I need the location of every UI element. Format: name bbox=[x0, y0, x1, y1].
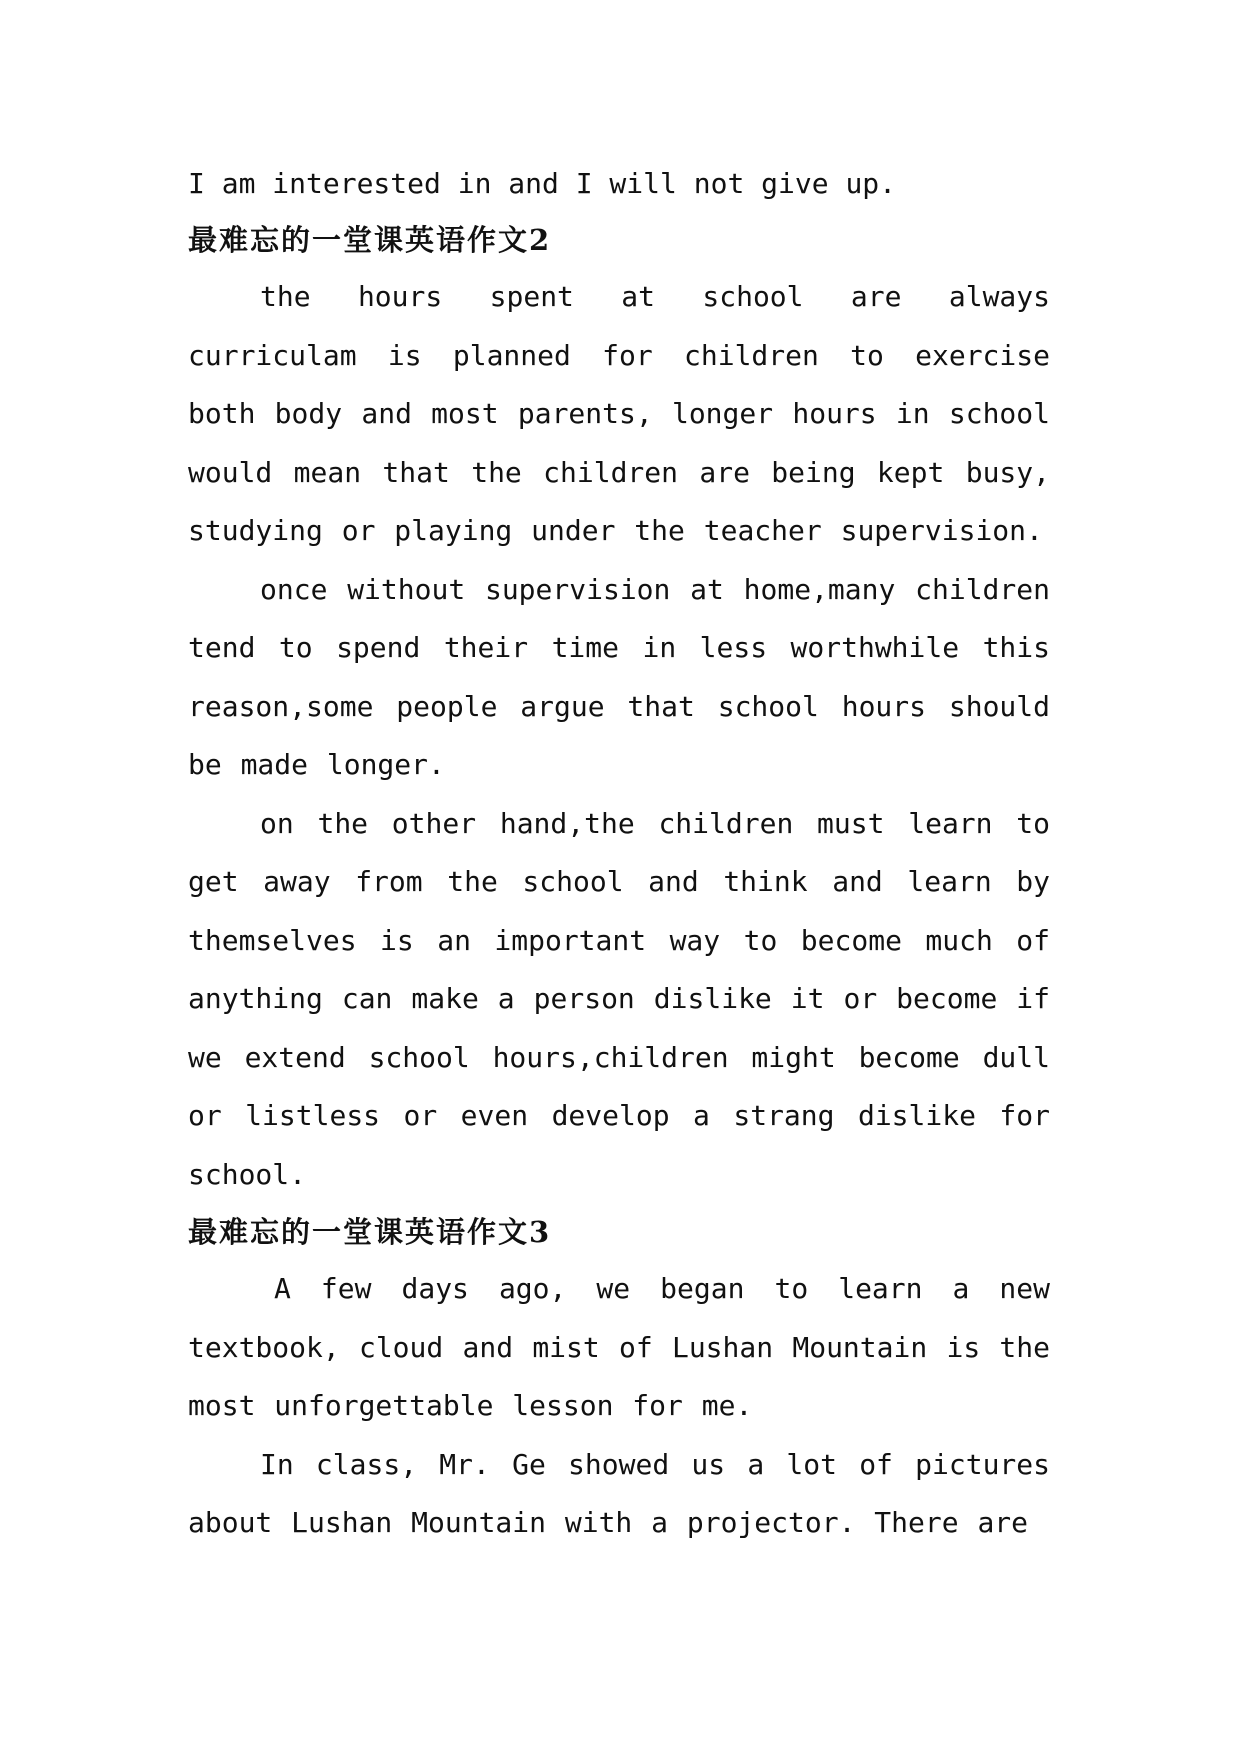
essay-2-paragraph-2: once without supervision at home,many children tend to spend their time in less worthwhile this reason,some people argue that school hours should be made longer. bbox=[188, 572, 1050, 781]
essay-3-heading: 最难忘的一堂课英语作文3 bbox=[188, 1215, 552, 1249]
intro-line: I am interested in and I will not give up. bbox=[188, 167, 897, 200]
document-body bbox=[188, 156, 1050, 1553]
essay-2-heading: 最难忘的一堂课英语作文2 bbox=[188, 223, 552, 257]
essay-2-paragraph-3: on the other hand,the children must learn to get away from the school and think and learn by themselves is an important way to become much of anything can make a person dislike it or become if we extend school hours,children might become dull or listless or even develop a strang dislike for school. bbox=[188, 806, 1050, 1191]
essay-2-paragraph-1: the hours spent at school are always curriculam is planned for children to exercise both body and most parents, longer hours in school would mean that the children are being kept busy, studying or playing under the teacher supervision. bbox=[188, 280, 1050, 547]
essay-3-paragraph-2: In class, Mr. Ge showed us a lot of pictures about Lushan Mountain with a projector. There are bbox=[188, 1447, 1050, 1539]
essay-3-paragraph-1: A few days ago, we began to learn a new textbook, cloud and mist of Lushan Mountain is the most unforgettable lesson for me. bbox=[188, 1272, 1050, 1422]
